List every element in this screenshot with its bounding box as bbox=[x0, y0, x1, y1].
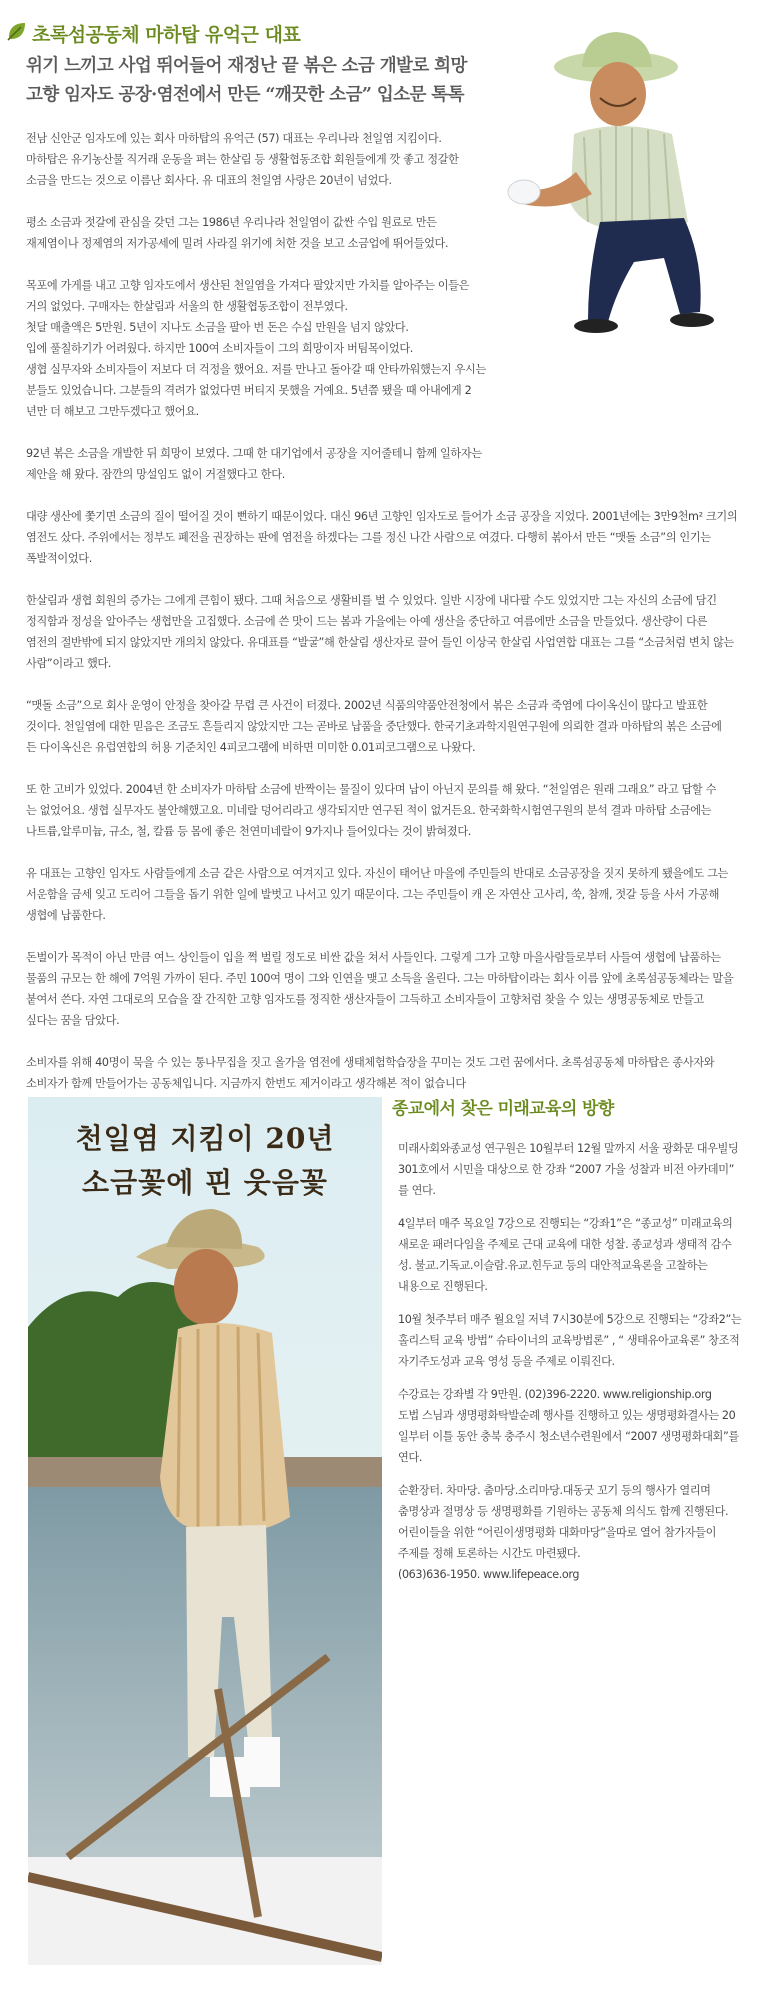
sidebar-paragraph: 수강료는 강좌별 각 9만원. (02)396-2220. www.religionship.org 도법 스님과 생명평화탁발순례 행사를 진행하고 있는 생명평화결사는 20 일부터 이틀 동안 충북 충주시 청소년수련원에서 “2007 생명평화대회”를 연다. bbox=[398, 1388, 739, 1464]
org-title: 초록섬공동체 마하탑 유억근 대표 bbox=[32, 24, 301, 46]
sidebar-body bbox=[398, 1138, 756, 1597]
article-paragraph: 유 대표는 고향인 임자도 사람들에게 소금 같은 사람으로 여겨지고 있다. 자신이 태어난 마을에 주민들의 반대로 소금공장을 짓지 못하게 됐을에도 그는 서운함을 금세 잊고 도리어 그들을 돕기 위한 일에 발벗고 나서고 있기 때문이다. 그는 주민들이 캐 온 자연산 고사리, 쑥, 참깨, 젓갈 등을 사서 가공해 생협에 납품한다. bbox=[26, 867, 729, 922]
article-paragraph: 또 한 고비가 있었다. 2004년 한 소비자가 마하탑 소금에 반짝이는 물질이 있다며 납이 아닌지 문의를 해 왔다. “천일염은 원래 그래요” 라고 답할 수 는 없었어요. 생협 실무자도 불안해했고요. 미네랄 덩어리라고 생각되지만 연구된 적이 없거든요. 한국화학시험연구원의 분석 결과 마하탑 소금에는 나트륨,알루미늄, 규소, 철, 칼륨 등 몸에 좋은 천연미네랄이 9가지나 들어있다는 것이 밝혀졌다. bbox=[26, 783, 717, 838]
article-paragraph: 평소 소금과 젓갈에 관심을 갖던 그는 1986년 우리나라 천일염이 값싼 수입 원료로 만든 재제염이나 정제염의 저가공세에 밀려 사라질 위기에 처한 것을 보고 소금업에 뛰어들었다. bbox=[26, 216, 449, 250]
article-body bbox=[26, 128, 756, 1115]
article-paragraph: 대량 생산에 쫓기면 소금의 질이 떨어질 것이 뻔하기 때문이었다. 대신 96년 고향인 임자도로 들어가 소금 공장을 지었다. 2001년에는 3만9천m² 크기의 염전도 샀다. 주위에서는 정부도 폐전을 권장하는 판에 염전을 하겠다는 그를 정신 나간 사람으로 여겼다. 다행히 볶아서 만든 “맷돌 소금”의 인기는 폭발적이었다. bbox=[26, 510, 738, 565]
article-paragraph: 한살림과 생협 회원의 증가는 그에게 큰힘이 됐다. 그때 처음으로 생활비를 벌 수 있었다. 일반 시장에 내다팔 수도 있었지만 그는 자신의 소금에 담긴 정직함과 정성을 알아주는 생협만을 고집했다. 소금에 쓴 맛이 드는 봄과 가을에는 아예 생산을 중단하고 여름에만 소금을 만들었다. 생산량이 다른 염전의 절반밖에 되지 않았지만 개의치 않았다. 유대표를 “발굴”해 한살림 생산자로 끌어 들인 이상국 한살림 사업연합 대표는 그를 “소금처럼 변치 않는 사람”이라고 했다. bbox=[26, 594, 734, 670]
sidebar-title: 종교에서 찾은 미래교육의 방향 bbox=[392, 1099, 614, 1119]
sidebar-paragraph: 10월 첫주부터 매주 월요일 저녁 7시30분에 5강으로 진행되는 “강좌2”는 홀리스틱 교육 방법” 슈타이너의 교육방법론” , “ 생태유아교육론” 창조적 자기주도성과 교육 영성 등을 주제로 이뤄진다. bbox=[398, 1313, 742, 1368]
sidebar-paragraph: 미래사회와종교성 연구원은 10월부터 12월 말까지 서울 광화문 대우빌딩 301호에서 시민을 대상으로 한 강좌 “2007 가을 성찰과 비전 아카데미” 를 연다. bbox=[398, 1142, 739, 1197]
article-paragraph: 전남 신안군 임자도에 있는 회사 마하탑의 유억근 (57) 대표는 우리나라 천일염 지킴이다. 마하탑은 유기농산물 직거래 운동을 펴는 한살림 등 생활협동조합 회원들에게 깟 좋고 정갈한 소금을 만드는 것으로 이름난 회사다. 유 대표의 천일염 사랑은 20년이 넘었다. bbox=[26, 132, 459, 187]
article-paragraph: 돈벌이가 목적이 아닌 만큼 여느 상인들이 입을 쩍 벌릴 정도로 비싼 값을 쳐서 사들인다. 그렇게 그가 고향 마을사람들로부터 사들여 생협에 납품하는 물품의 규모는 한 해에 7억원 가까이 된다. 주민 100여 명이 그와 인연을 맺고 소득을 올린다. 그는 마하탑이라는 회사 이름 앞에 초록섬공동체라는 말을 붙여서 쓴다. 자연 그대로의 모습을 잘 간직한 고향 임자도를 정직한 생산자들이 그득하고 소비자들이 고향처럼 찾을 수 있는 생명공동체로 만들고 싶다는 꿈을 담았다. bbox=[26, 951, 734, 1027]
article-paragraph: 92년 볶은 소금을 개발한 뒤 희망이 보였다. 그때 한 대기업에서 공장을 지어줄테니 함께 일하자는 제안을 해 왔다. 잠깐의 망설임도 없이 거절했다고 한다. bbox=[26, 447, 482, 481]
article-paragraph: 소비자를 위해 40명이 묵을 수 있는 통나무집을 짓고 올가을 염전에 생태체험학습장을 꾸미는 것도 그런 꿈에서다. 초록섬공동체 마하탑은 종사자와 소비자가 함께 만들어가는 공동체입니다. 지금까지 한번도 제거이라고 생각해본 적이 없습니다 bbox=[26, 1056, 715, 1090]
leaf-icon bbox=[6, 20, 28, 42]
headline-line-1: 위기 느끼고 사업 뛰어들어 재정난 끝 볶은 소금 개발로 희망 bbox=[26, 56, 467, 76]
poster-photo bbox=[28, 1097, 382, 1965]
salt-field-illustration bbox=[28, 1097, 382, 1965]
poster-title-line-2: 소금꽃에 핀 웃음꽃 bbox=[82, 1166, 328, 1199]
sidebar-paragraph: 순환장터. 차마당. 춤마당.소리마당.대동굿 꼬기 등의 행사가 열리며 춤명상과 절명상 등 생명평화를 기원하는 공동체 의식도 함께 진행된다. 어린이들을 위한 “어린이생명평화 대화마당”을따로 열어 참가자들이 주제를 정해 토론하는 시간도 마련됐다. (063)636-1950. www.lifepeace.org bbox=[398, 1484, 729, 1581]
article-paragraph: “맷돌 소금”으로 회사 운영이 안정을 찾아갈 무렵 큰 사건이 터졌다. 2002년 식품의약품안전청에서 볶은 소금과 죽염에 다이옥신이 많다고 발표한 것이다. 천일염에 대한 믿음은 조금도 흔들리지 않았지만 그는 곧바로 납품을 중단했다. 한국기초과학지원연구원에 의뢰한 결과 마하탑의 볶은 소금에 든 다이옥신은 유럽연합의 허용 기준치인 4피코그램에 비하면 미미한 0.01피코그램으로 나왔다. bbox=[26, 699, 722, 754]
poster-title-line-1: 천일염 지킴이 20년 bbox=[75, 1122, 335, 1155]
headline bbox=[26, 52, 546, 110]
sidebar-paragraph: 4일부터 매주 목요일 7강으로 진행되는 “강좌1”은 “종교성” 미래교육의 새로운 패러다임을 주제로 근대 교육에 대한 성찰. 종교성과 생태적 감수 성. 불교.기독교.이슬람.유교.힌두교 등의 대안적교육론을 고찰하는 내용으로 진행된다. bbox=[398, 1217, 733, 1293]
article-paragraph: 목포에 가게를 내고 고향 임자도에서 생산된 천일염을 가져다 팔았지만 가치를 알아주는 이들은 거의 없었다. 구매자는 한살림과 서울의 한 생활협동조합이 전부였다. 첫달 매출액은 5만원. 5년이 지나도 소금을 팔아 번 돈은 수십 만원을 넘지 않았다. 입에 풀칠하기가 어려웠다. 하지만 100여 소비자들이 그의 희망이자 버팀목이었다. 생협 실무자와 소비자들이 저보다 더 걱정을 했어요. 저를 만나고 돌아갈 때 안타까워했는지 우시는 분들도 있었습니다. 그분들의 격려가 없었다면 버티지 못했을 거예요. 5년쯤 됐을 때 아내에게 2 년만 더 해보고 그만두겠다고 했어요. bbox=[26, 279, 486, 418]
headline-line-2: 고향 임자도 공장·염전에서 만든 “깨끗한 소금” 입소문 톡톡 bbox=[26, 85, 464, 105]
